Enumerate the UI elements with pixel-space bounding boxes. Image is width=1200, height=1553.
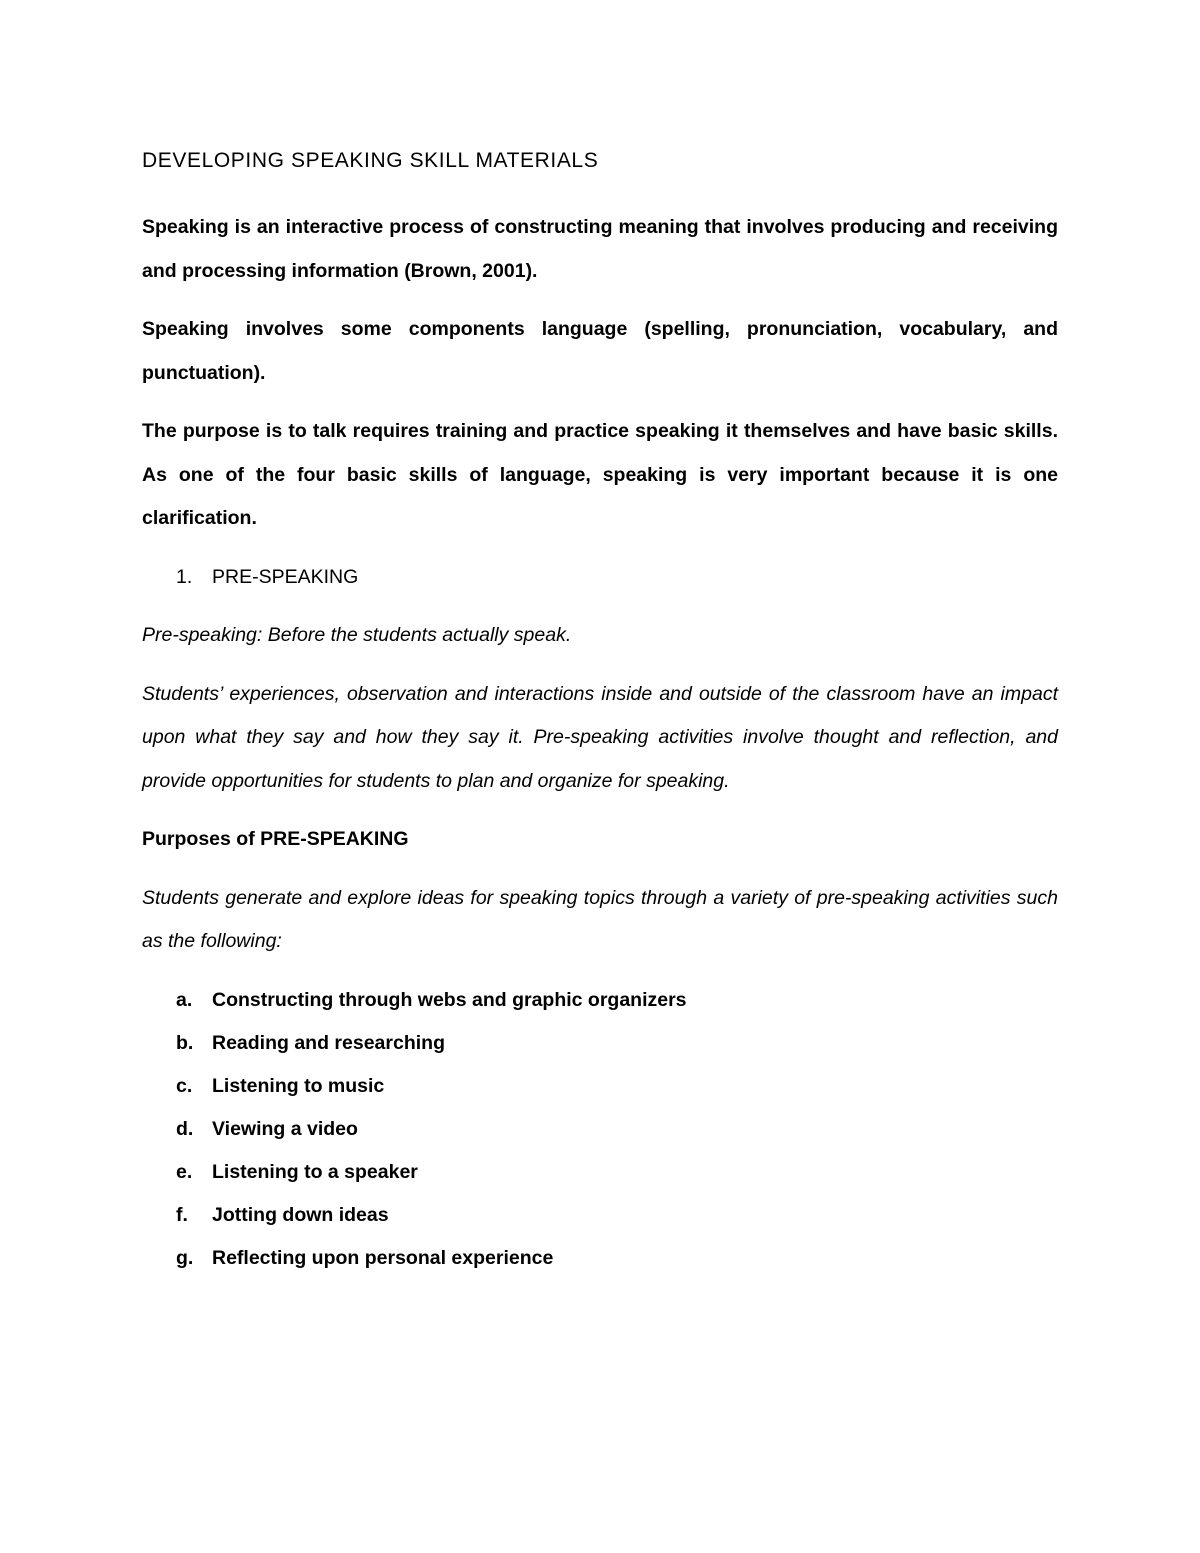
list-item — [142, 1194, 1058, 1237]
list-item — [142, 1108, 1058, 1151]
section-heading-text: PRE-SPEAKING — [212, 565, 359, 588]
list-marker: f. — [176, 1203, 188, 1226]
list-item-text: Jotting down ideas — [212, 1203, 389, 1226]
paragraph-speaking-purpose: The purpose is to talk requires training and practice speaking it themselves and have basic skills. As one of the four basic skills of language, speaking is very important because it is one clarification. — [142, 420, 1058, 529]
pre-speaking-description: Students’ experiences, observation and interactions inside and outside of the classroom have an impact upon what they say and how they say it. Pre-speaking activities involve thought and reflection, and provide opportunities for students to plan and organize for speaking. — [142, 682, 1058, 792]
list-item-text: Listening to music — [212, 1074, 385, 1097]
document-page — [142, 140, 1058, 1280]
paragraph-speaking-definition: Speaking is an interactive process of constructing meaning that involves producing and receiving and processing information (Brown, 2001). — [142, 216, 1058, 282]
list-item — [142, 1151, 1058, 1194]
purposes-heading: Purposes of PRE-SPEAKING — [142, 828, 409, 850]
paragraph-speaking-components: Speaking involves some components language (spelling, pronunciation, vocabulary, and punctuation). — [142, 318, 1058, 384]
list-marker: g. — [176, 1246, 194, 1269]
list-item-text: Listening to a speaker — [212, 1160, 418, 1183]
list-marker: b. — [176, 1031, 194, 1054]
list-item-text: Viewing a video — [212, 1117, 358, 1140]
list-marker: a. — [176, 988, 193, 1011]
list-marker: c. — [176, 1074, 193, 1097]
purposes-intro: Students generate and explore ideas for speaking topics through a variety of pre-speaking activities such as the following: — [142, 886, 1058, 952]
list-item — [142, 979, 1058, 1022]
list-marker: e. — [176, 1160, 193, 1183]
section-number: 1. — [176, 565, 193, 588]
list-item-text: Reading and researching — [212, 1031, 445, 1054]
list-item — [142, 1022, 1058, 1065]
list-marker: d. — [176, 1117, 194, 1140]
activities-list — [142, 979, 1058, 1280]
list-item-text: Reflecting upon personal experience — [212, 1246, 554, 1269]
list-item — [142, 1065, 1058, 1108]
list-item — [142, 1237, 1058, 1280]
list-item-text: Constructing through webs and graphic organizers — [212, 988, 687, 1011]
document-title: DEVELOPING SPEAKING SKILL MATERIALS — [142, 149, 599, 172]
section-heading-pre-speaking — [142, 556, 1058, 600]
pre-speaking-definition: Pre-speaking: Before the students actually speak. — [142, 624, 572, 646]
